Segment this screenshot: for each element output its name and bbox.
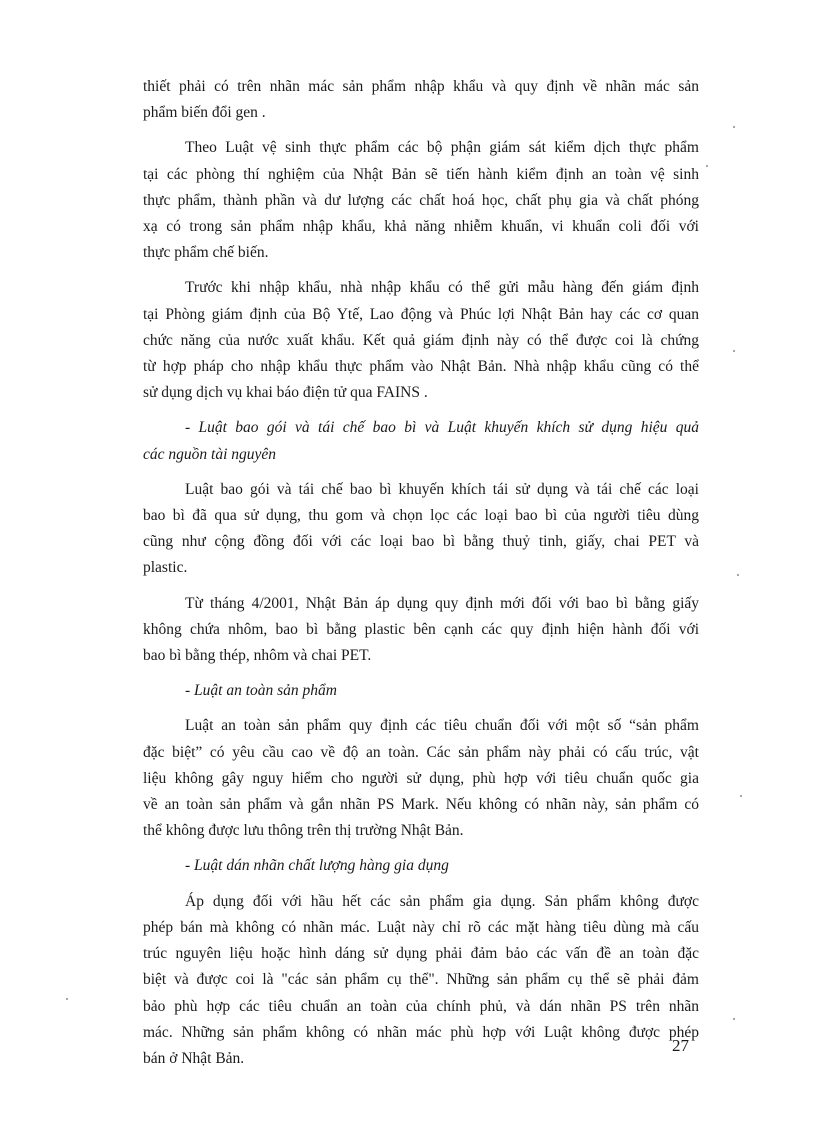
paragraph-before-import [143, 275, 699, 406]
text-line: không chứa nhôm, bao bì bằng plastic bên cạnh các quy định hiện hành đối với [143, 620, 699, 638]
section-heading-packaging-law [143, 415, 699, 467]
page-number: 27 [672, 1036, 689, 1055]
paragraph-april-2001-rules [143, 591, 699, 670]
section-heading-household-labeling-law [143, 853, 699, 879]
text-line: xạ có trong sản phẩm nhập khẩu, khả năng nhiễm khuẩn, vi khuẩn coli đối với [143, 218, 699, 236]
scan-speck [706, 165, 708, 167]
text-line: tại Phòng giám định của Bộ Ytế, Lao động và Phúc lợi Nhật Bản hay các cơ quan [143, 305, 699, 323]
text-line: bảo phù hợp các tiêu chuẩn an toàn của chính phủ, và dán nhãn PS trên nhãn [143, 997, 699, 1015]
text-line: bán ở Nhật Bản. [143, 1049, 245, 1067]
text-line: sử dụng dịch vụ khai báo điện tử qua FAINS . [143, 384, 428, 402]
text-line: thực phẩm chế biến. [143, 244, 269, 262]
scan-speck [733, 350, 735, 352]
text-line: phẩm biến đổi gen . [143, 104, 266, 122]
paragraph-food-hygiene-law [143, 135, 699, 266]
paragraph-packaging-recycling [143, 477, 699, 582]
text-line: thực phẩm, thành phần và dư lượng các chất hoá học, chất phụ gia và chất phóng [143, 191, 699, 209]
heading-line: các nguồn tài nguyên [143, 445, 277, 463]
text-line: mác. Những sản phẩm không có nhãn mác phù hợp với Luật không được phép [143, 1023, 699, 1041]
text-line: Theo Luật vệ sinh thực phẩm các bộ phận giám sát kiểm dịch thực phẩm [185, 139, 699, 157]
section-heading-product-safety-law [143, 678, 699, 704]
text-line: thiết phải có trên nhãn mác sản phẩm nhập khẩu và quy định về nhãn mác sản [143, 78, 699, 95]
scan-speck [66, 998, 68, 1000]
text-line: plastic. [143, 559, 188, 577]
text-line: bao bì bằng thép, nhôm và chai PET. [143, 647, 372, 665]
text-line: từ hợp pháp cho nhập khẩu thực phẩm vào Nhật Bản. Nhà nhập khẩu cũng có thể [143, 358, 699, 376]
text-line: tại các phòng thí nghiệm của Nhật Bản sẽ tiến hành kiểm định an toàn vệ sinh [143, 165, 699, 183]
paragraph-product-safety [143, 713, 699, 844]
heading-line: - Luật an toàn sản phẩm [185, 682, 337, 700]
text-line: chức năng của nước xuất khẩu. Kết quả giám định này có thể được coi là chứng [143, 331, 699, 349]
heading-line: - Luật dán nhãn chất lượng hàng gia dụng [185, 857, 449, 875]
paragraph-household-goods [143, 889, 699, 1072]
text-line: Luật an toàn sản phẩm quy định các tiêu chuẩn đối với một số “sản phẩm [185, 717, 699, 735]
text-line: Luật bao gói và tái chế bao bì khuyến khích tái sử dụng và tái chế các loại [185, 480, 699, 498]
text-line: về an toàn sản phẩm và gắn nhãn PS Mark. Nếu không có nhãn này, sản phẩm có [143, 796, 699, 814]
text-line: cũng như cộng đồng đối với các loại bao bì bằng thuỷ tinh, giấy, chai PET và [143, 533, 699, 551]
heading-line: - Luật bao gói và tái chế bao bì và Luật khuyến khích sử dụng hiệu quả [185, 419, 699, 437]
text-line: trúc nguyên liệu hoặc hình dáng sử dụng phải đảm bảo các vấn đề an toàn đặc [143, 945, 699, 963]
text-line: đặc biệt” có yêu cầu cao về độ an toàn. Các sản phẩm này phải có cấu trúc, vật [143, 743, 699, 761]
scan-speck [737, 574, 739, 576]
text-line: bao bì đã qua sử dụng, thu gom và chọn lọc các loại bao bì của người tiêu dùng [143, 507, 699, 525]
text-line: Từ tháng 4/2001, Nhật Bản áp dụng quy định mới đối với bao bì bằng giấy [185, 594, 699, 612]
text-line: thể không được lưu thông trên thị trường Nhật Bản. [143, 822, 464, 840]
text-line: biệt và được coi là "các sản phẩm cụ thể". Những sản phẩm cụ thể sẽ phải đảm [143, 971, 699, 989]
document-page [143, 74, 699, 1072]
paragraph-continuation [143, 74, 699, 126]
text-line: Trước khi nhập khẩu, nhà nhập khẩu có thể gửi mẫu hàng đến giám định [185, 279, 699, 297]
text-line: phép bán mà không có nhãn mác. Luật này chỉ rõ các mặt hàng tiêu dùng mà cấu [143, 918, 699, 936]
text-line: liệu không gây nguy hiểm cho người sử dụng, phù hợp với tiêu chuẩn quốc gia [143, 769, 699, 787]
scan-speck [733, 126, 735, 128]
scan-speck [740, 795, 742, 797]
text-line: Áp dụng đối với hầu hết các sản phẩm gia dụng. Sản phẩm không được [185, 892, 699, 910]
scan-speck [733, 1018, 735, 1020]
